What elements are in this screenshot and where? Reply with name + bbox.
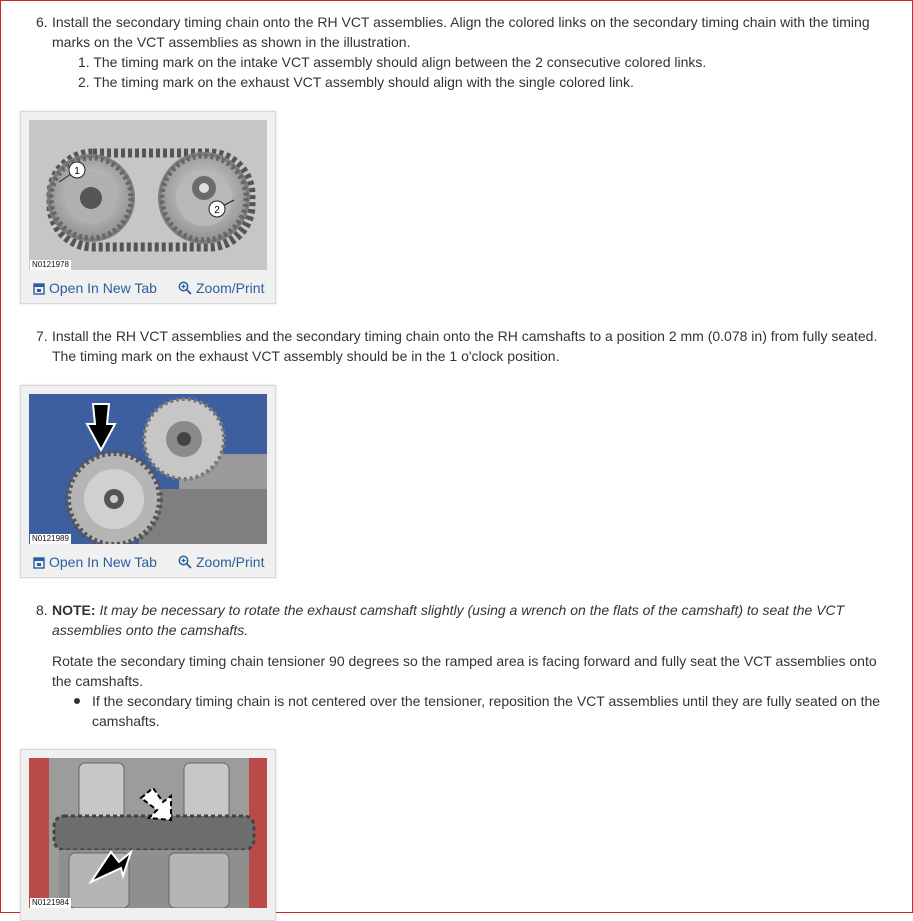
zoom-print-link[interactable] bbox=[178, 554, 264, 570]
zoom-print-label: Zoom/Print bbox=[196, 554, 265, 570]
step-text-line: the camshafts. bbox=[52, 673, 144, 689]
open-in-new-tab-label: Open In New Tab bbox=[49, 280, 157, 296]
bullet-text-line: If the secondary timing chain is not centered over the tensioner, reposition the VCT assemblies until they are fully seated on the bbox=[92, 693, 881, 709]
step-number: 8. bbox=[36, 602, 48, 618]
substep-number: 2. bbox=[78, 74, 90, 90]
open-in-new-tab-link[interactable] bbox=[33, 280, 157, 296]
substep-text: The timing mark on the exhaust VCT assembly should align with the single colored link. bbox=[93, 74, 634, 90]
substep-1 bbox=[78, 52, 706, 72]
note-label: NOTE: bbox=[52, 602, 96, 618]
figure-id: N0121984 bbox=[32, 898, 69, 907]
open-in-new-tab-link[interactable] bbox=[33, 554, 157, 570]
zoom-print-link[interactable] bbox=[178, 280, 264, 296]
open-in-new-tab-label: Open In New Tab bbox=[49, 554, 157, 570]
note-text: It may be necessary to rotate the exhaust camshaft slightly (using a wrench on the flats of the camshaft) to seat the VCT bbox=[99, 602, 845, 618]
open-in-new-tab-icon bbox=[33, 283, 45, 295]
substep-2 bbox=[78, 72, 634, 92]
step-number: 6. bbox=[36, 14, 48, 30]
step-number: 7. bbox=[36, 328, 48, 344]
bullet-marker bbox=[74, 698, 80, 704]
magnifier-zoom-icon bbox=[178, 281, 192, 295]
figure-2-image[interactable] bbox=[29, 394, 267, 544]
step-text-line: Rotate the secondary timing chain tensioner 90 degrees so the ramped area is facing forward and fully seat the VCT assemblies onto bbox=[52, 653, 877, 669]
step-8-bullet bbox=[92, 691, 902, 731]
figure-1 bbox=[20, 111, 276, 304]
figure-1-image[interactable] bbox=[29, 120, 267, 270]
step-text-line: Install the RH VCT assemblies and the secondary timing chain onto the RH camshafts to a position 2 mm (0.078 in) from fully seated. bbox=[52, 328, 878, 344]
substep-text: The timing mark on the intake VCT assembly should align between the 2 consecutive colored links. bbox=[93, 54, 707, 70]
step-text bbox=[52, 326, 907, 366]
substep-number: 1. bbox=[78, 54, 90, 70]
step-text-line: The timing mark on the exhaust VCT assembly should be in the 1 o'clock position. bbox=[52, 348, 560, 364]
figure-3-image[interactable] bbox=[29, 758, 267, 908]
magnifier-zoom-icon bbox=[178, 555, 192, 569]
figure-callout: 2 bbox=[214, 205, 220, 216]
bullet-text-line: camshafts. bbox=[92, 713, 160, 729]
step-text-line: marks on the VCT assemblies as shown in the illustration. bbox=[52, 34, 411, 50]
note-text: assemblies onto the camshafts. bbox=[52, 622, 249, 638]
step-8-text bbox=[52, 651, 902, 691]
figure-id: N0121989 bbox=[32, 534, 69, 543]
step-text-line: Install the secondary timing chain onto the RH VCT assemblies. Align the colored links on the secondary timing chain with the timing bbox=[52, 14, 870, 30]
step-text bbox=[52, 12, 902, 52]
figure-id: N0121978 bbox=[32, 260, 69, 269]
step-note bbox=[52, 600, 902, 640]
figure-2 bbox=[20, 385, 276, 578]
figure-callout: 1 bbox=[74, 166, 80, 177]
open-in-new-tab-icon bbox=[33, 557, 45, 569]
figure-3 bbox=[20, 749, 276, 921]
zoom-print-label: Zoom/Print bbox=[196, 280, 265, 296]
